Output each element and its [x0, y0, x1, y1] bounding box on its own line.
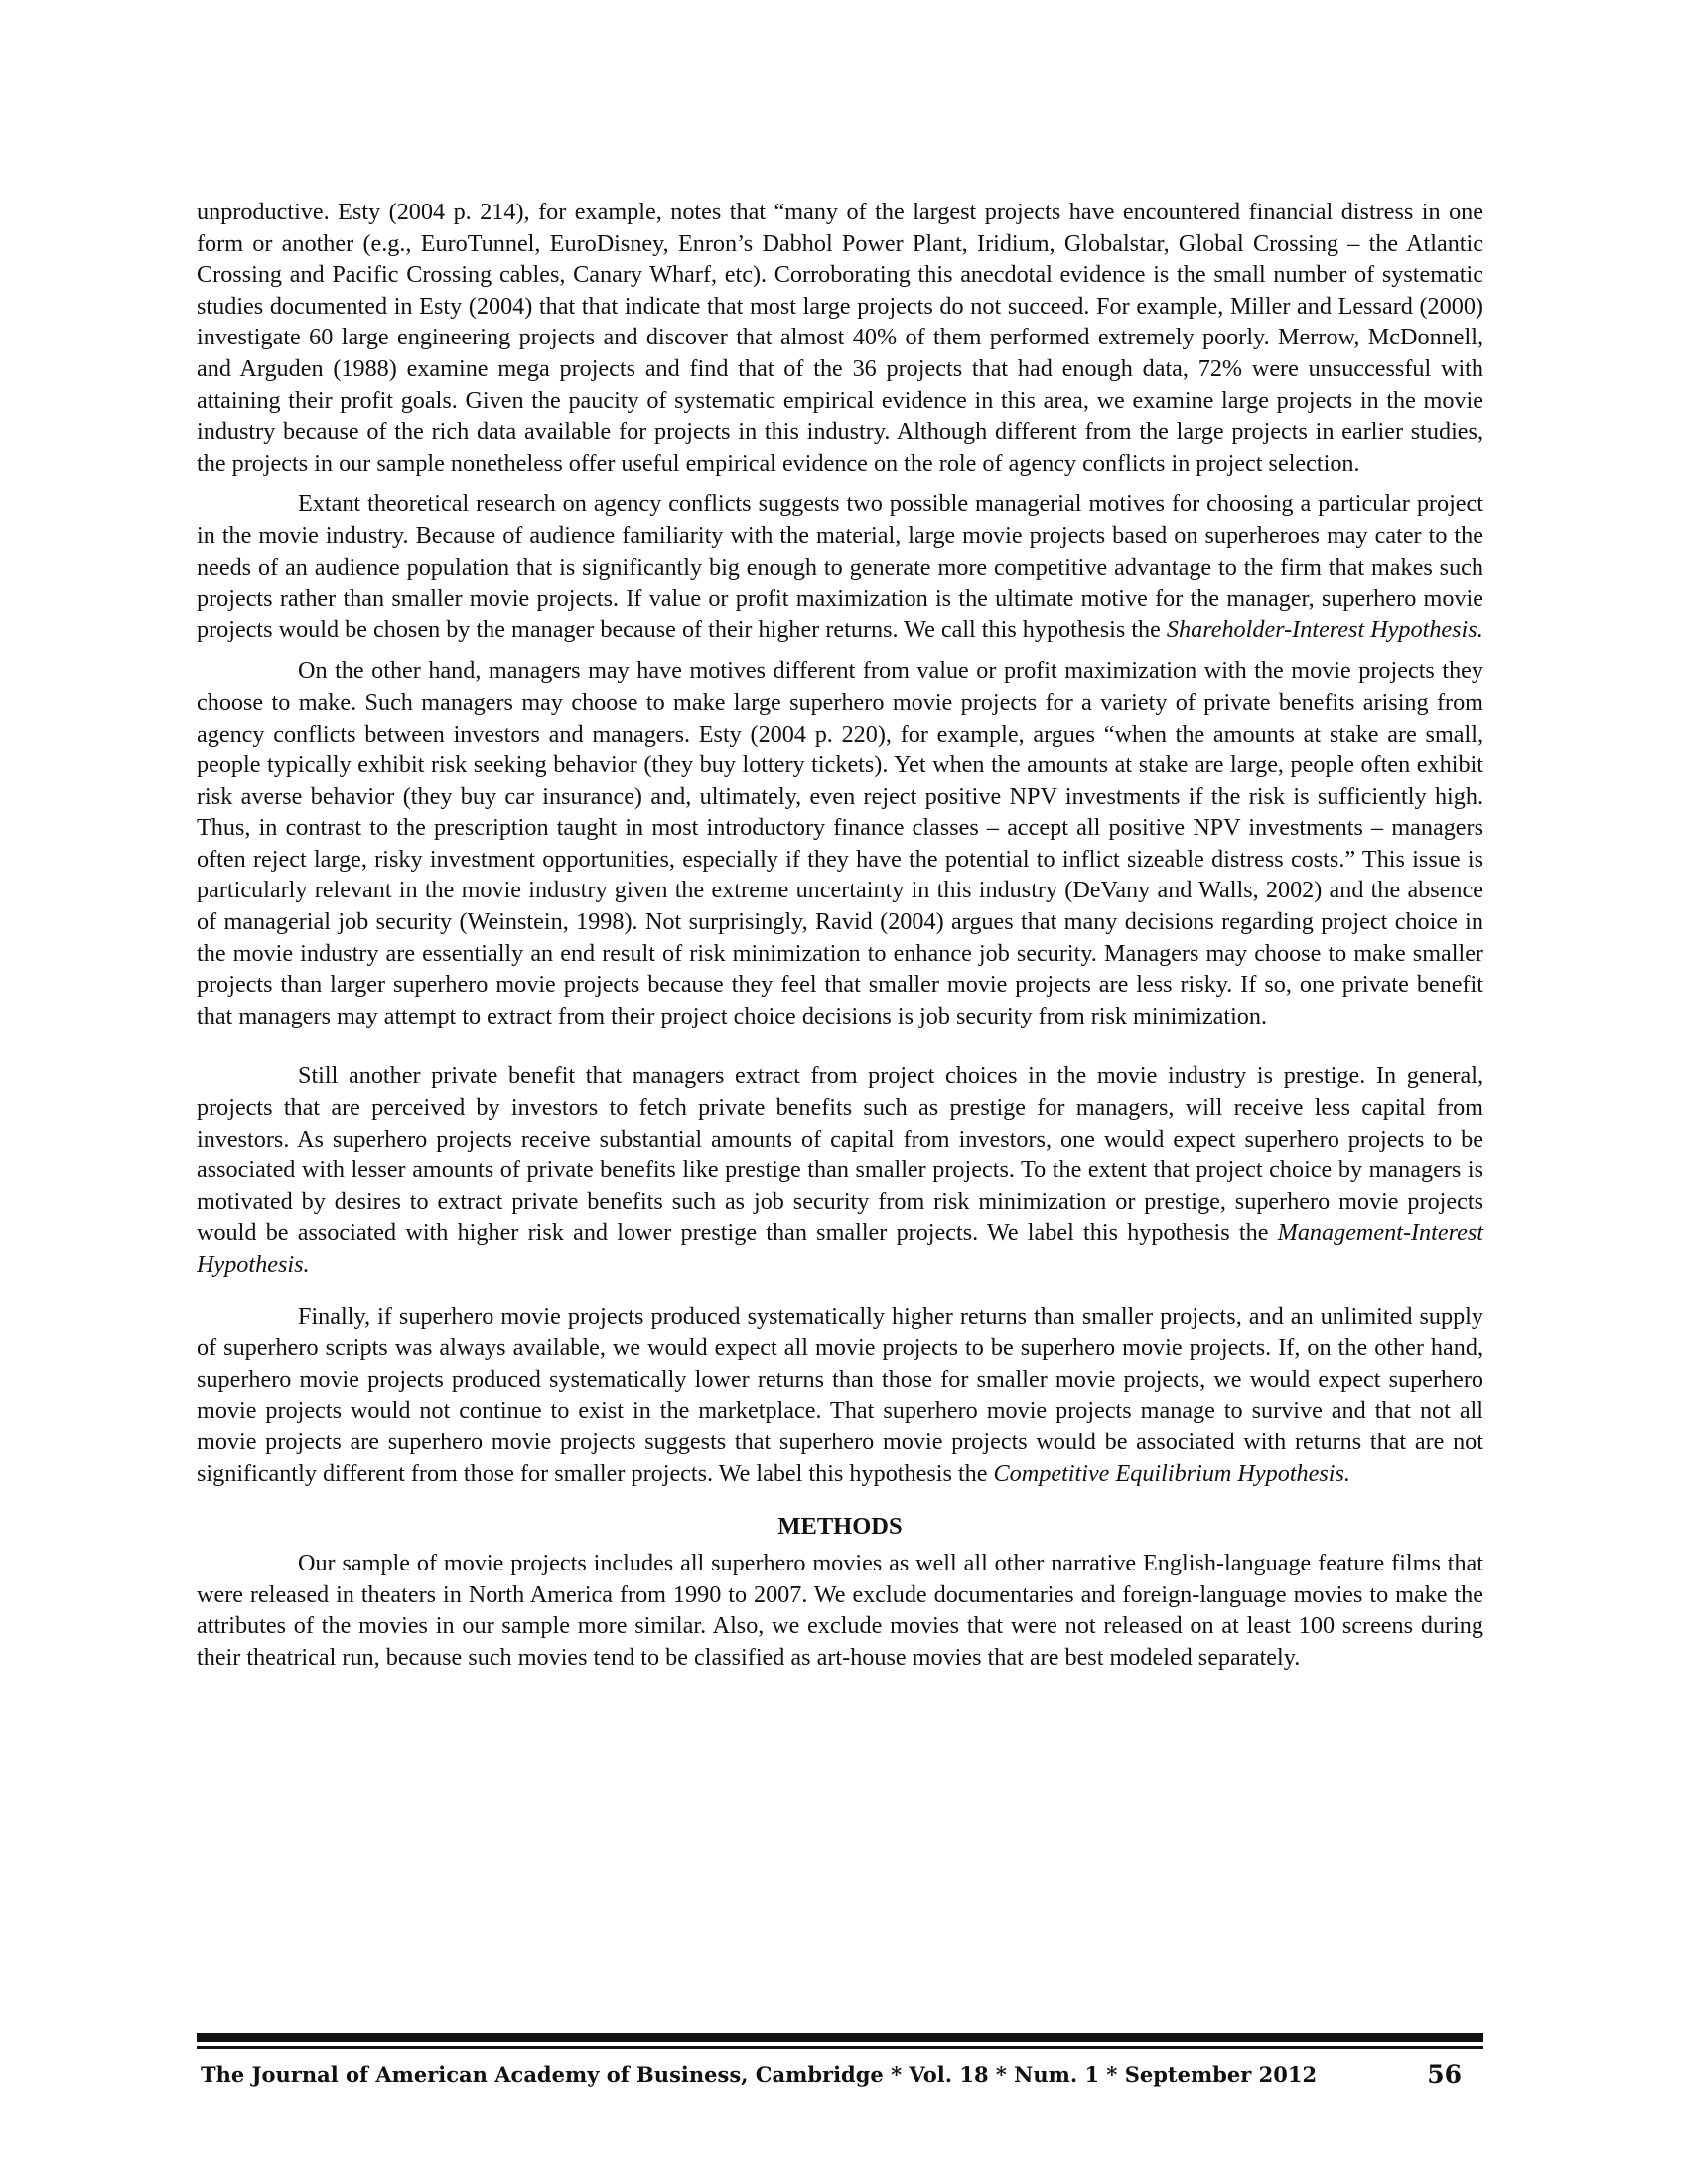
page-footer: [201, 2059, 1462, 2091]
body-paragraph-5: [197, 1301, 1483, 1490]
methods-heading: METHODS: [777, 1513, 903, 1541]
journal-citation: The Journal of American Academy of Business, Cambridge * Vol. 18 * Num. 1 * September 2012: [201, 2062, 1318, 2087]
paragraph-text: Our sample of movie projects includes all superhero movies as well all other narrative English-language feature films that were released in theaters in North America from 1990 to 2007. We exclude documentaries and foreign-language movies to make the attributes of the movies in our sample more similar. Also, we exclude movies that were not released on at least 100 screens during their theatrical run, because such movies tend to be classified as art-house movies that are best modeled separately.: [197, 1550, 1483, 1671]
paragraph-text: Still another private benefit that managers extract from project choices in the movie industry is prestige. In general, projects that are perceived by investors to fetch private benefits such as prestige for managers, will receive less capital from investors. As superhero projects receive substantial amounts of capital from investors, one would expect superhero projects to be associated with lesser amounts of private benefits like prestige than smaller projects. To the extent that project choice by managers is motivated by desires to extract private benefits such as job security from risk minimization or prestige, superhero movie projects would be associated with higher risk and lower prestige than smaller projects. We label this hypothesis the: [197, 1062, 1483, 1247]
paragraph-text: On the other hand, managers may have motives different from value or profit maximization with the movie projects they choose to make. Such managers may choose to make large superhero movie projects for a variety of private benefits arising from agency conflicts between investors and managers. Esty (2004 p. 220), for example, argues “when the amounts at stake are small, people typically exhibit risk seeking behavior (they buy lottery tickets). Yet when the amounts at stake are large, people often exhibit risk averse behavior (they buy car insurance) and, ultimately, even reject positive NPV investments if the risk is sufficiently high. Thus, in contrast to the prescription taught in most introductory finance classes – accept all positive NPV investments – managers often reject large, risky investment opportunities, especially if they have the potential to inflict sizeable distress costs.” This issue is particularly relevant in the movie industry given the extreme uncertainty in this industry (DeVany and Walls, 2002) and the absence of managerial job security (Weinstein, 1998). Not surprisingly, Ravid (2004) argues that many decisions regarding project choice in the movie industry are essentially an end result of risk minimization to enhance job security. Managers may choose to make smaller projects than larger superhero movie projects because they feel that smaller movie projects are less risky. If so, one private benefit that managers may attempt to extract from their project choice decisions is job security from risk minimization.: [197, 657, 1483, 1029]
paragraph-text: unproductive. Esty (2004 p. 214), for example, notes that “many of the largest projects have encountered financial distress in one form or another (e.g., EuroTunnel, EuroDisney, Enron’s Dabhol Power Plant, Iridium, Globalstar, Global Crossing – the Atlantic Crossing and Pacific Crossing cables, Canary Wharf, etc). Corroborating this anecdotal evidence is the small number of systematic studies documented in Esty (2004) that that indicate that most large projects do not succeed. For example, Miller and Lessard (2000) investigate 60 large engineering projects and discover that almost 40% of them performed extremely poorly. Merrow, McDonnell, and Arguden (1988) examine mega projects and find that of the 36 projects that had enough data, 72% were unsuccessful with attaining their profit goals. Given the paucity of systematic empirical evidence in this area, we examine large projects in the movie industry because of the rich data available for projects in this industry. Although different from the large projects in earlier studies, the projects in our sample nonetheless offer useful empirical evidence on the role of agency conflicts in project selection.: [197, 199, 1483, 477]
hypothesis-name: Shareholder-Interest Hypothesis.: [1166, 615, 1483, 643]
paragraph-text: Extant theoretical research on agency conflicts suggests two possible managerial motives for choosing a particular project in the movie industry. Because of audience familiarity with the material, large movie projects based on superheroes may cater to the needs of an audience population that is significantly big enough to generate more competitive advantage to the firm that makes such projects rather than smaller movie projects. If value or profit maximization is the ultimate motive for the manager, superhero movie projects would be chosen by the manager because of their higher returns. We call this hypothesis the: [197, 490, 1483, 643]
body-paragraph-2: [197, 488, 1483, 645]
footer-rule-thick: [197, 2033, 1483, 2042]
page-number: 56: [1427, 2060, 1462, 2089]
hypothesis-name: Competitive Equilibrium Hypothesis.: [993, 1459, 1350, 1487]
body-paragraph-3: [197, 655, 1483, 1031]
body-paragraph-1: [197, 197, 1483, 478]
hypothesis-name: Management-Interest Hypothesis.: [197, 1219, 1483, 1278]
paragraph-text: Finally, if superhero movie projects produced systematically higher returns than smaller projects, and an unlimited supply of superhero scripts was always available, we would expect all movie projects to be superhero movie projects. If, on the other hand, superhero movie projects produced systematically lower returns than those for smaller movie projects, we would expect superhero movie projects would not continue to exist in the marketplace. That superhero movie projects manage to survive and that not all movie projects are superhero movie projects suggests that superhero movie projects would be associated with returns that are not significantly different from those for smaller projects. We label this hypothesis the: [197, 1302, 1483, 1487]
body-paragraph-4: [197, 1060, 1483, 1280]
methods-paragraph: [197, 1548, 1483, 1673]
footer-rule-thin: [197, 2046, 1483, 2049]
page-body: [197, 197, 1483, 1674]
footer-rule: [197, 2033, 1483, 2053]
